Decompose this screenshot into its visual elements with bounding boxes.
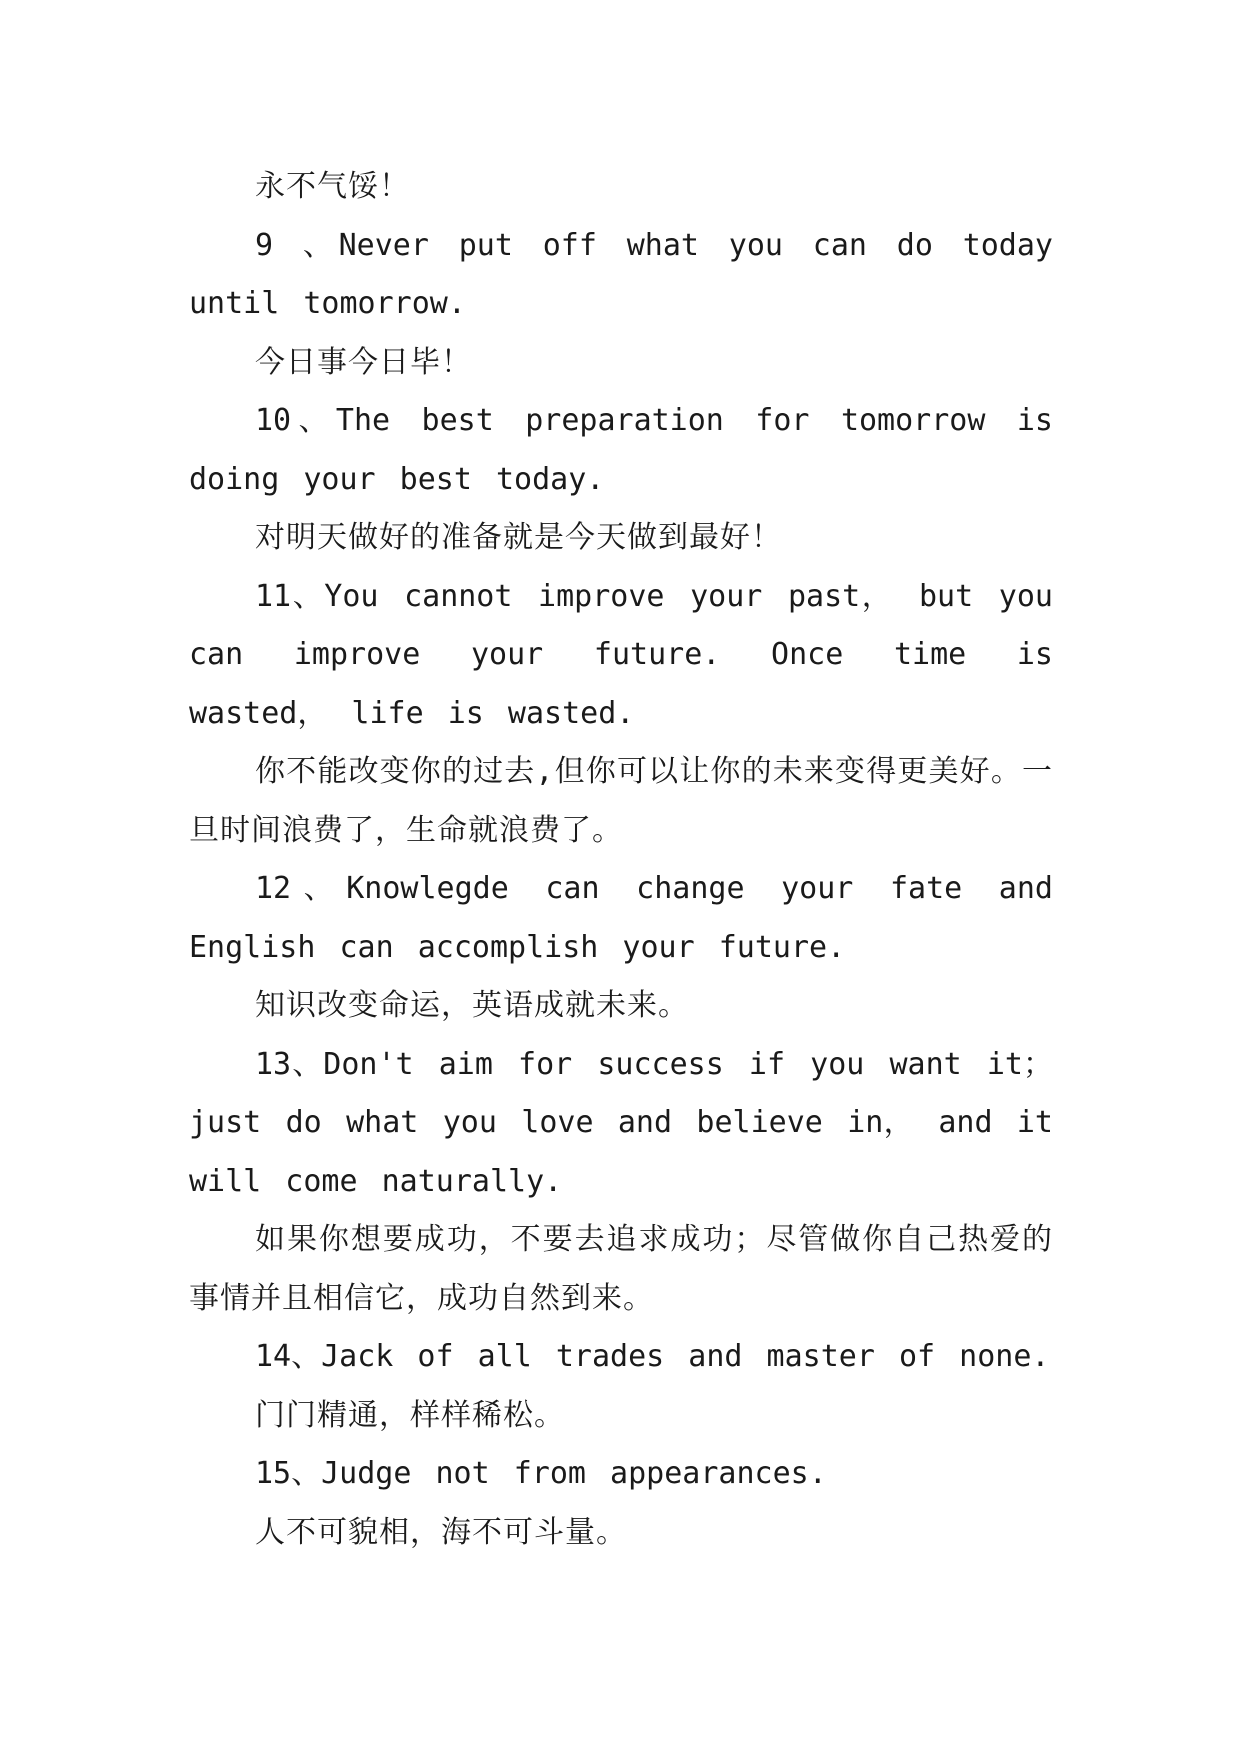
paragraph-proverb: 14、Jack of all trades and master of none. <box>255 1339 1050 1374</box>
paragraph-proverb: 13、Don't aim for success if you want it；just do what you love and believe in， and it will come naturally. <box>189 1046 1053 1199</box>
paragraph-proverb: 9 、Never put off what you can do today until tomorrow. <box>189 227 1053 321</box>
paragraph-translation: 知识改变命运，英语成就未来。 <box>255 988 689 1023</box>
paragraph-proverb: 10、The best preparation for tomorrow is doing your best today. <box>189 403 1053 497</box>
paragraph-proverb: 11、You cannot improve your past， but you can improve your future. Once time is wasted， life is wasted. <box>189 578 1053 731</box>
paragraph-translation: 对明天做好的准备就是今天做到最好！ <box>255 520 782 555</box>
paragraph-translation: 人不可貌相，海不可斗量。 <box>255 1514 627 1550</box>
paragraph-translation: 永不气馁！ <box>255 169 410 204</box>
paragraph-translation: 如果你想要成功，不要去追求成功；尽管做你自己热爱的事情并且相信它，成功自然到来。 <box>189 1222 1053 1316</box>
paragraph-translation: 门门精通，样样稀松。 <box>255 1397 565 1433</box>
paragraph-translation: 今日事今日毕！ <box>255 344 472 380</box>
paragraph-translation: 你不能改变你的过去,但你可以让你的未来变得更美好。一旦时间浪费了，生命就浪费了。 <box>189 754 1053 848</box>
document-body <box>189 158 1053 1562</box>
paragraph-proverb: 12、Knowlegde can change your fate and English can accomplish your future. <box>189 871 1053 965</box>
paragraph-proverb: 15、Judge not from appearances. <box>255 1456 827 1491</box>
